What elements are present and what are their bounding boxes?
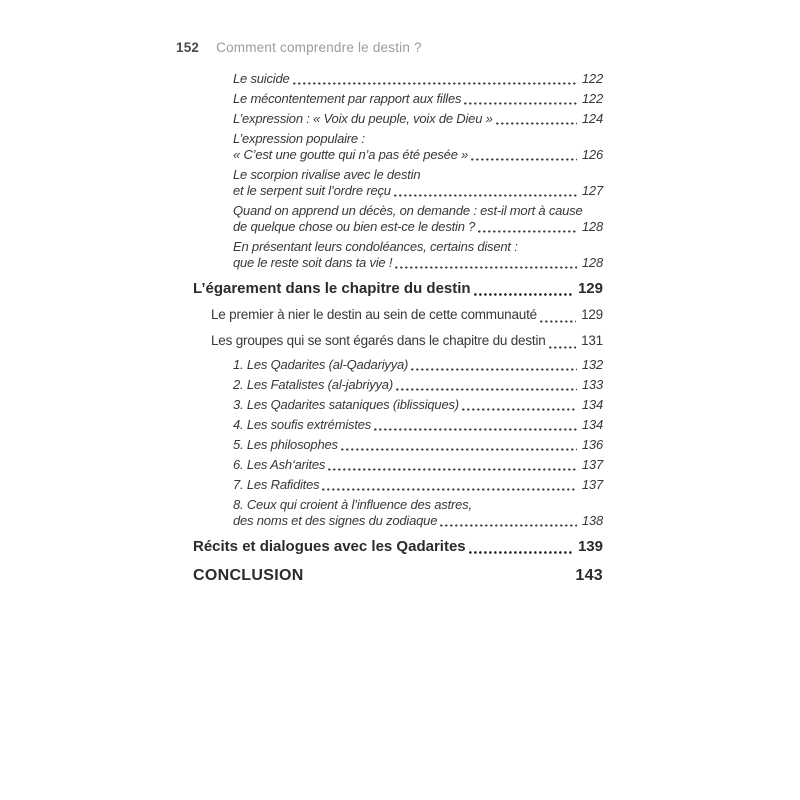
dot-leader — [374, 428, 577, 431]
toc-page-number: 139 — [577, 538, 603, 555]
toc-page-number: 134 — [581, 417, 603, 432]
toc-page-number: 128 — [581, 219, 603, 234]
toc-entry — [233, 457, 603, 473]
toc-entry-title: L’expression : « Voix du peuple, voix de Dieu » — [233, 111, 493, 126]
toc-entry — [233, 377, 603, 393]
toc-entry-line — [233, 131, 603, 147]
toc-entry-line — [233, 497, 603, 513]
toc-entry-title: 7. Les Rafidites — [233, 477, 320, 492]
toc-entry — [233, 239, 603, 271]
toc-entry-title: 4. Les soufis extrémistes — [233, 417, 372, 432]
toc-entry-title: 2. Les Fatalistes (al-jabriyya) — [233, 377, 393, 392]
toc-entry-line — [233, 219, 603, 235]
toc-entry-line — [233, 111, 603, 127]
toc-entry-line — [233, 513, 603, 529]
toc-page-number: 124 — [581, 111, 603, 126]
dot-leader — [478, 230, 577, 233]
toc-page-number: 133 — [581, 377, 603, 392]
toc-entry-line — [233, 239, 603, 255]
toc-entry-title: « C’est une goutte qui n’a pas été pesée » — [233, 147, 469, 162]
toc-page-number: 122 — [581, 71, 603, 86]
toc-entry-line — [233, 377, 603, 393]
toc-entry-title: que le reste soit dans ta vie ! — [233, 255, 393, 270]
toc-entry — [233, 71, 603, 87]
toc-entry-line — [233, 183, 603, 199]
toc-entry-title: Récits et dialogues avec les Qadarites — [193, 538, 466, 555]
running-head-title: Comment comprendre le destin ? — [216, 40, 422, 55]
toc-entry — [233, 131, 603, 163]
toc-page-number: 128 — [581, 255, 603, 270]
toc-entry-title: Le premier à nier le destin au sein de cette communauté — [211, 307, 537, 322]
dot-leader — [496, 122, 577, 125]
toc-entry-line — [233, 255, 603, 271]
dot-leader — [307, 582, 571, 585]
running-head — [176, 40, 422, 55]
toc-entry-line — [233, 477, 603, 493]
toc-entry-line — [193, 278, 603, 299]
dot-leader — [396, 388, 577, 391]
toc-page-number: 132 — [581, 357, 603, 372]
toc-entry-line — [193, 536, 603, 557]
toc-entry — [233, 417, 603, 433]
toc-page-number: 129 — [581, 307, 603, 322]
toc-page-number: 127 — [581, 183, 603, 198]
dot-leader — [549, 346, 576, 349]
toc-page-number: 122 — [581, 91, 603, 106]
toc-page-number: 143 — [575, 567, 603, 584]
dot-leader — [293, 82, 577, 85]
toc-entry-title: Les groupes qui se sont égarés dans le chapitre du destin — [211, 333, 546, 348]
dot-leader — [411, 368, 577, 371]
toc-entry-title: et le serpent suit l’ordre reçu — [233, 183, 391, 198]
dot-leader — [471, 158, 577, 161]
toc-entry-line — [233, 203, 603, 219]
toc-list — [193, 71, 603, 591]
toc-entry-line — [233, 71, 603, 87]
toc-entry — [193, 565, 603, 587]
toc-entry-line — [233, 457, 603, 473]
dot-leader — [328, 468, 577, 471]
toc-entry — [211, 305, 603, 325]
toc-entry-title: Le suicide — [233, 71, 290, 86]
toc-entry-title: L’égarement dans le chapitre du destin — [193, 280, 471, 297]
dot-leader — [440, 524, 577, 527]
toc-entry-line — [233, 167, 603, 183]
toc-entry-title: Quand on apprend un décès, on demande : est-il mort à cause — [233, 203, 583, 218]
toc-entry-title: 6. Les Ash‘arites — [233, 457, 326, 472]
toc-entry-title: L’expression populaire : — [233, 131, 365, 146]
dot-leader — [394, 194, 577, 197]
toc-entry-line — [233, 357, 603, 373]
toc-entry — [233, 91, 603, 107]
toc-entry — [233, 437, 603, 453]
toc-entry-title: 1. Les Qadarites (al-Qadariyya) — [233, 357, 409, 372]
dot-leader — [464, 102, 577, 105]
toc-entry — [193, 536, 603, 557]
toc-entry — [193, 278, 603, 299]
toc-entry-line — [211, 331, 603, 351]
dot-leader — [474, 293, 573, 296]
toc-entry-title: Le mécontentement par rapport aux filles — [233, 91, 462, 106]
toc-entry — [233, 357, 603, 373]
toc-entry — [233, 477, 603, 493]
page-folio: 152 — [176, 40, 200, 55]
dot-leader — [462, 408, 577, 411]
toc-entry — [233, 497, 603, 529]
toc-entry-line — [233, 147, 603, 163]
toc-entry-title: 5. Les philosophes — [233, 437, 338, 452]
toc-entry-title: de quelque chose ou bien est-ce le destin ? — [233, 219, 476, 234]
toc-entry — [233, 167, 603, 199]
toc-entry-title: Le scorpion rivalise avec le destin — [233, 167, 421, 182]
toc-page-number: 134 — [581, 397, 603, 412]
toc-entry-line — [233, 437, 603, 453]
dot-leader — [395, 266, 577, 269]
toc-entry-title: CONCLUSION — [193, 567, 304, 584]
toc-entry-title: En présentant leurs condoléances, certains disent : — [233, 239, 518, 254]
toc-page-number: 137 — [581, 477, 603, 492]
toc-entry — [233, 397, 603, 413]
toc-entry — [233, 111, 603, 127]
toc-entry — [211, 331, 603, 351]
toc-entry-line — [233, 397, 603, 413]
toc-entry-title: 8. Ceux qui croient à l’influence des astres, — [233, 497, 472, 512]
dot-leader — [540, 320, 576, 323]
toc-entry-line — [193, 565, 603, 587]
toc-page-number: 126 — [581, 147, 603, 162]
toc-entry-line — [233, 91, 603, 107]
dot-leader — [469, 551, 573, 554]
dot-leader — [322, 488, 577, 491]
toc-entry-title: 3. Les Qadarites sataniques (iblissiques) — [233, 397, 459, 412]
toc-page-number: 137 — [581, 457, 603, 472]
toc-page-number: 136 — [581, 437, 603, 452]
toc-entry — [233, 203, 603, 235]
toc-page-number: 129 — [577, 280, 603, 297]
dot-leader — [341, 448, 577, 451]
toc-page-number: 138 — [581, 513, 603, 528]
toc-entry-line — [233, 417, 603, 433]
toc-entry-line — [211, 305, 603, 325]
toc-entry-title: des noms et des signes du zodiaque — [233, 513, 438, 528]
toc-page-number: 131 — [581, 333, 603, 348]
